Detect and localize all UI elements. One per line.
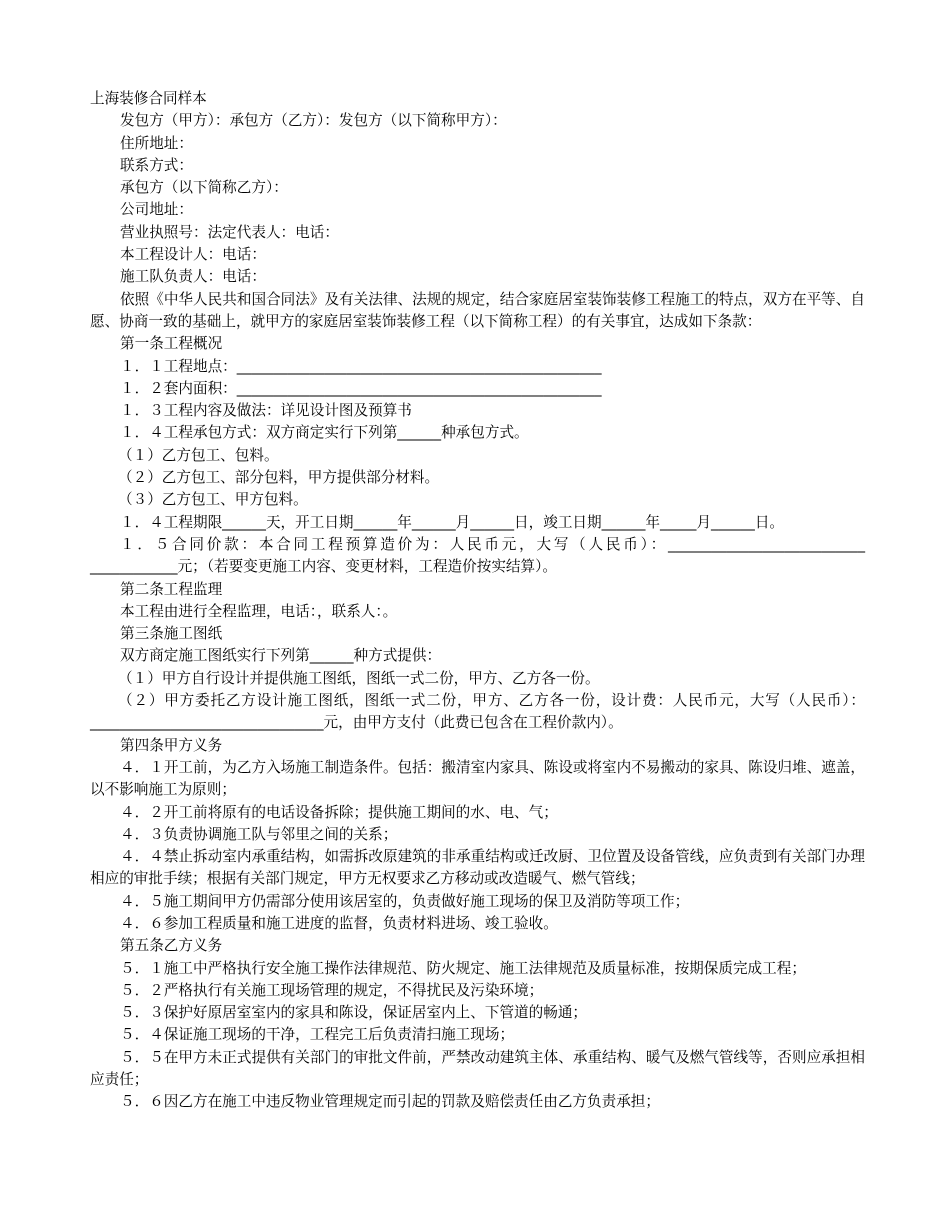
article-2-body: 本工程由进行全程监理，电话：，联系人：。	[120, 602, 398, 620]
clause-1-5: １．５合同价款：本合同工程预算造价为：人民币元，大写（人民币）：___________________________ ____________元；（若要变更施工内容、变更材料，工程造价按实结算）。	[90, 535, 865, 576]
option-2: （２）乙方包工、部分包料，甲方提供部分材料。	[118, 469, 440, 487]
party-a-contact: 联系方式：	[120, 156, 193, 174]
drawing-option-1: （１）甲方自行设计并提供施工图纸，图纸一式二份，甲方、乙方各一份。	[118, 669, 600, 687]
article-4-heading: 第四条甲方义务	[120, 736, 223, 754]
clause-4-3: ４．３负责协调施工队与邻里之间的关系；	[120, 825, 398, 843]
party-header-line: 发包方（甲方）：承包方（乙方）：发包方（以下简称甲方）：	[120, 112, 507, 130]
preamble-paragraph: 依照《中华人民共和国合同法》及有关法律、法规的规定，结合家庭居室装饰装修工程施工的特点，双方在平等、自愿、协商一致的基础上，就甲方的家庭居室装饰装修工程（以下简称工程）的有关事宜，达成如下条款：	[90, 290, 865, 330]
clause-1-1: １．１工程地点：__________________________________________________	[120, 357, 602, 375]
clause-5-2: ５．２严格执行有关施工现场管理的规定，不得扰民及污染环境；	[120, 981, 544, 999]
clause-5-5: ５．５在甲方未正式提供有关部门的审批文件前，严禁改动建筑主体、承重结构、暖气及燃气管线等，否则应承担相应责任；	[90, 1048, 865, 1089]
clause-5-6: ５．６因乙方在施工中违反物业管理规定而引起的罚款及赔偿责任由乙方负责承担；	[120, 1093, 660, 1111]
clause-5-3: ５．３保护好原居室室内的家具和陈设，保证居室内上、下管道的畅通；	[120, 1004, 588, 1022]
party-b-address: 公司地址：	[120, 201, 193, 219]
article-2-heading: 第二条工程监理	[120, 580, 223, 598]
clause-4-2: ４．２开工前将原有的电话设备拆除；提供施工期间的水、电、气；	[120, 803, 558, 821]
clause-4-4: ４．４禁止拆动室内承重结构，如需拆改原建筑的非承重结构或迁改厨、卫位置及设备管线，应负责到有关部门办理相应的审批手续；根据有关部门规定，甲方无权要求乙方移动或改造暖气、燃气管线；	[90, 848, 865, 888]
drawing-option-2: （２）甲方委托乙方设计施工图纸，图纸一式二份，甲方、乙方各一份，设计费：人民币元，大写（人民币）：________________________________元，由甲方支付（此费已包含在工程价款内）。	[90, 692, 865, 732]
document-title: 上海装修合同样本	[90, 90, 207, 107]
contract-document	[90, 88, 865, 1114]
clause-4-1: ４．１开工前，为乙方入场施工制造条件。包括：搬清室内家具、陈设或将室内不易搬动的家具、陈设归堆、遮盖，以不影响施工为原则；	[90, 758, 865, 799]
clause-1-2: １．２套内面积：__________________________________________________	[120, 379, 602, 397]
clause-1-3: １．３工程内容及做法：详见设计图及预算书	[120, 402, 412, 420]
party-b-license: 营业执照号：法定代表人：电话：	[120, 223, 339, 241]
party-a-address: 住所地址：	[120, 134, 193, 152]
clause-4-5: ４．５施工期间甲方仍需部分使用该居室的，负责做好施工现场的保卫及消防等项工作；	[120, 892, 690, 910]
clause-5-1: ５．１施工中严格执行安全施工操作法律规范、防火规定、施工法律规范及质量标准，按期保质完成工程；	[120, 959, 806, 977]
article-1-heading: 第一条工程概况	[120, 335, 223, 353]
article-5-heading: 第五条乙方义务	[120, 937, 223, 955]
construction-lead-line: 施工队负责人：电话：	[120, 268, 266, 286]
clause-1-4: １．４工程承包方式：双方商定实行下列第______种承包方式。	[120, 424, 529, 442]
clause-4-6: ４．６参加工程质量和施工进度的监督，负责材料进场、竣工验收。	[120, 914, 558, 932]
party-b-label: 承包方（以下简称乙方）：	[120, 179, 288, 197]
clause-1-4-period: １．４工程期限______天，开工日期______年______月______日，竣工日期______年_____月______日。	[120, 513, 785, 531]
clause-5-4: ５．４保证施工现场的干净，工程完工后负责清扫施工现场；	[120, 1026, 515, 1044]
designer-line: 本工程设计人：电话：	[120, 246, 266, 264]
option-3: （３）乙方包工、甲方包料。	[118, 491, 308, 509]
option-1: （１）乙方包工、包料。	[118, 446, 279, 464]
article-3-intro: 双方商定施工图纸实行下列第______种方式提供：	[120, 647, 442, 665]
article-3-heading: 第三条施工图纸	[120, 625, 223, 643]
